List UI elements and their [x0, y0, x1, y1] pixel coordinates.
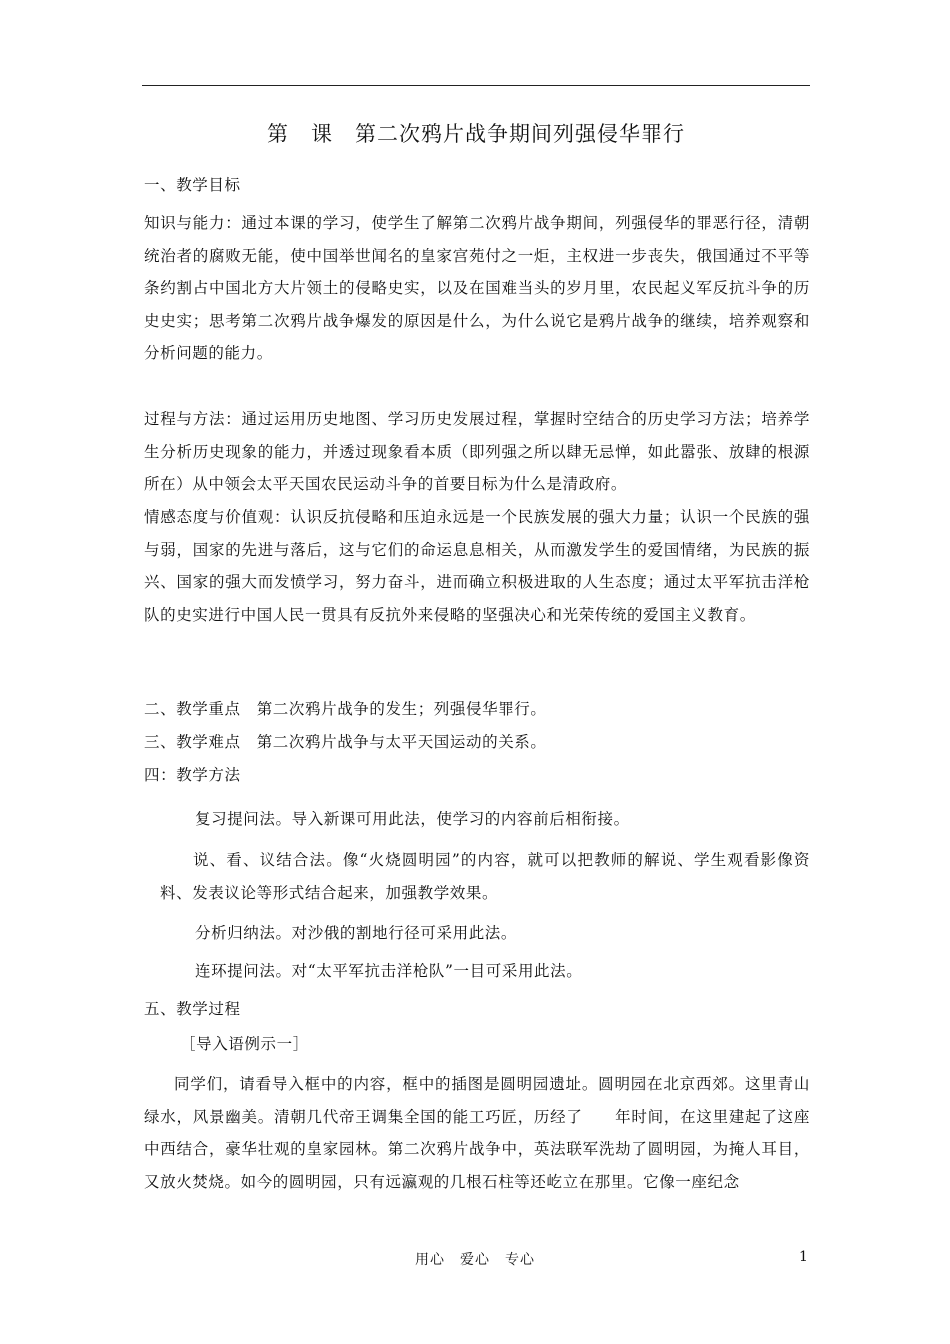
page-footer: 用心 爱心 专心 — [415, 1252, 535, 1268]
method-chain-questioning: 连环提问法。对“太平军抗击洋枪队”一目可采用此法。 — [195, 962, 583, 980]
intro-text-paragraph: 同学们，请看导入框中的内容，框中的插图是圆明园遗址。圆明园在北京西郊。这里青山绿水，风景幽美。清朝几代帝王调集全国的能工巧匠，历经了 年时间，在这里建起了这座中西结合，豪华壮观的皇家园林。第二次鸦片战争中，英法联军洗劫了圆明园，为掩人耳目，又放火焚烧。如今的圆明园，只有远瀛观的几根石柱等还屹立在那里。它像一座纪念 — [144, 1075, 810, 1191]
objective-process-paragraph: 过程与方法：通过运用历史地图、学习历史发展过程，掌握时空结合的历史学习方法；培养学生分析历史现象的能力，并透过现象看本质（即列强之所以肆无忌惮，如此嚣张、放肆的根源所在）从中领会太平天国农民运动斗争的首要目标为什么是清政府。 — [144, 410, 810, 494]
objective-knowledge-paragraph: 知识与能力：通过本课的学习，使学生了解第二次鸦片战争期间，列强侵华的罪恶行径，清朝统治者的腐败无能，使中国举世闻名的皇家宫苑付之一炬，主权进一步丧失，俄国通过不平等条约割占中国北方大片领土的侵略史实，以及在国难当头的岁月里，农民起义军反抗斗争的历史史实；思考第二次鸦片战争爆发的原因是什么，为什么说它是鸦片战争的继续，培养观察和分析问题的能力。 — [144, 214, 810, 363]
page-number: 1 — [799, 1249, 808, 1265]
section-5-heading: 五、教学过程 — [144, 1000, 241, 1018]
section-4-heading: 四：教学方法 — [144, 766, 241, 784]
objective-emotion-paragraph: 情感态度与价值观：认识反抗侵略和压迫永远是一个民族发展的强大力量；认识一个民族的强与弱，国家的先进与落后，这与它们的命运息息相关，从而激发学生的爱国情绪，为民族的振兴、国家的强大而发愤学习，努力奋斗，进而确立积极进取的人生态度；通过太平军抗击洋枪队的史实进行中国人民一贯具有反抗外来侵略的坚强决心和光荣传统的爱国主义教育。 — [144, 508, 810, 624]
lesson-title: 第 课 第二次鸦片战争期间列强侵华罪行 — [267, 122, 685, 146]
header-rule — [142, 85, 810, 86]
method-see-discuss: 说、看、议结合法。像“火烧圆明园”的内容，就可以把教师的解说、学生观看影像资料、发表议论等形式结合起来，加强教学效果。 — [160, 851, 810, 902]
method-review-questioning: 复习提问法。导入新课可用此法，使学习的内容前后相衔接。 — [195, 810, 630, 828]
section-3-difficulties: 三、教学难点 第二次鸦片战争与太平天国运动的关系。 — [144, 733, 547, 751]
section-2-key-points: 二、教学重点 第二次鸦片战争的发生；列强侵华罪行。 — [144, 700, 547, 718]
method-analysis: 分析归纳法。对沙俄的割地行径可采用此法。 — [195, 924, 518, 942]
intro-example-label: ［导入语例示一］ — [180, 1035, 309, 1053]
section-1-heading: 一、教学目标 — [144, 176, 241, 194]
